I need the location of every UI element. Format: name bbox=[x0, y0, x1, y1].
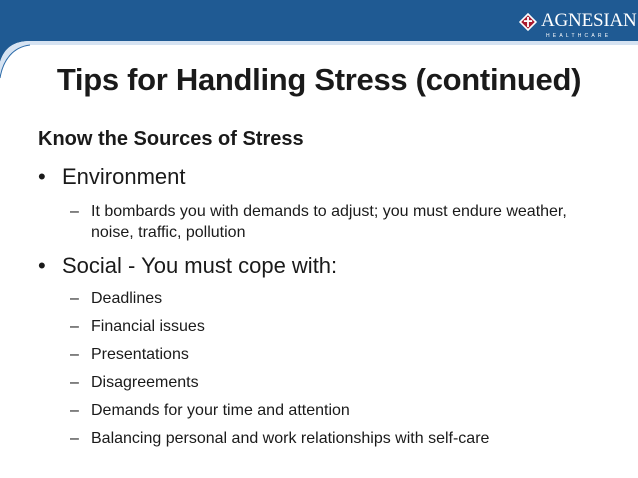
diamond-cross-icon bbox=[517, 11, 539, 33]
bullet-marker: • bbox=[38, 164, 46, 189]
slide-subheading: Know the Sources of Stress bbox=[38, 128, 304, 150]
sub-marker: – bbox=[70, 346, 79, 363]
sub-text: Deadlines bbox=[91, 290, 163, 307]
sub-marker: – bbox=[70, 290, 79, 307]
logo-wordmark: AGNESIAN bbox=[541, 10, 637, 31]
bullet-environment bbox=[38, 164, 186, 190]
sub-item bbox=[70, 288, 571, 309]
sub-text: Balancing personal and work relationships with self-care bbox=[91, 430, 490, 447]
sub-marker: – bbox=[70, 430, 79, 447]
sub-marker: – bbox=[70, 402, 79, 419]
sub-item bbox=[70, 201, 571, 243]
slide-title: Tips for Handling Stress (continued) bbox=[56, 62, 582, 97]
sub-text: It bombards you with demands to adjust; you must endure weather, noise, traffic, pollution bbox=[91, 203, 567, 241]
bullet-text: Social - You must cope with: bbox=[62, 253, 338, 278]
sub-text: Financial issues bbox=[91, 318, 205, 335]
bullet-marker: • bbox=[38, 253, 46, 278]
sub-item bbox=[70, 372, 571, 393]
sub-item bbox=[70, 316, 571, 337]
sub-marker: – bbox=[70, 318, 79, 335]
bullet-text: Environment bbox=[62, 164, 186, 189]
sub-item bbox=[70, 428, 571, 449]
sub-text: Demands for your time and attention bbox=[91, 402, 350, 419]
bullet-social bbox=[38, 253, 337, 279]
sub-text: Presentations bbox=[91, 346, 189, 363]
logo-tagline: HEALTHCARE bbox=[546, 33, 612, 39]
sub-item bbox=[70, 344, 571, 365]
sub-item bbox=[70, 400, 571, 421]
sub-text: Disagreements bbox=[91, 374, 199, 391]
sub-marker: – bbox=[70, 203, 79, 220]
sub-marker: – bbox=[70, 374, 79, 391]
